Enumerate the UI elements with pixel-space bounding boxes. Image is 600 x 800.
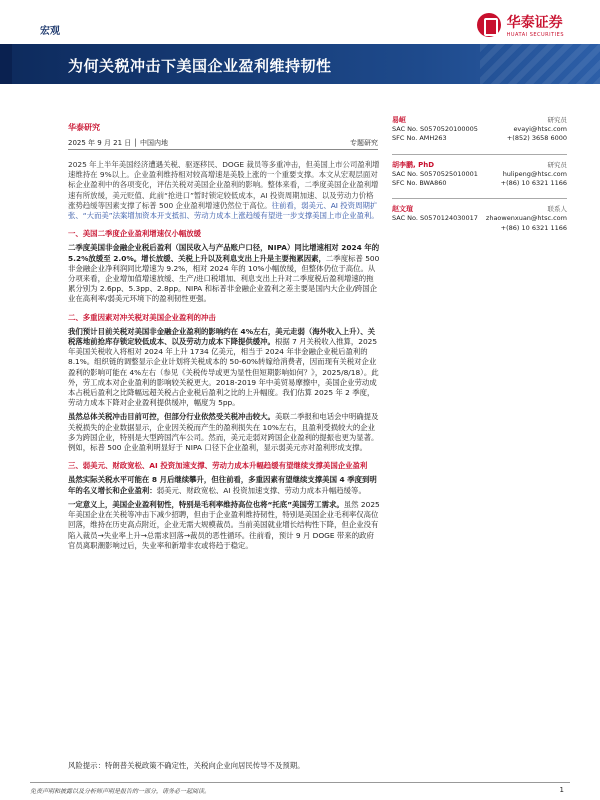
analyst-phone: +(86) 10 6321 1166 [500,223,567,232]
analyst-sac: SAC No. S0570525010001 [392,169,478,178]
paragraph [68,327,380,409]
logo-text-cn: 华泰证券 [506,15,563,31]
sidebar-divider [392,154,567,155]
analyst-email[interactable]: evayi@htsc.com [513,125,567,134]
paragraph-lead: 二季度美国非金融企业税后盈利（国民收入与产品账户口径，NIPA）同比增速相对 2024 年的 5.2%放缓至 2.0%。增长放缓、关税上升以及利息支出上升是主要拖累因素， [68,243,380,263]
meta-divider [68,149,378,150]
section-heading: 二、多重因素对冲关税对美国企业盈利的冲击 [68,312,216,322]
analyst-card [392,161,567,189]
paragraph-lead: 虽然实际关税水平可能在 8 月后继续攀升，但往前看，多重因素有望继续支撑美国 4 季度到明年的名义增长和企业盈利： [68,475,377,495]
footer-divider [30,782,570,783]
paragraph-text: 美联二季报和电话会中明确提及关税损失的企业数据显示，企业因关税而产生的盈利损失在 10%左右，且盈利受损较大的企业多为跨国企业，特别是大型跨国汽车公司。然而，美元走弱对跨国企业盈利的提振也更为显著。例如，标普 500 企业盈利明显好于 NIPA 口径下企业盈利，显示弱美元亦对盈利形成支撑。 [68,412,379,453]
analyst-role: 研究员 [547,116,567,124]
report-body [68,160,380,551]
paragraph [68,412,380,453]
paragraph-text: 二季度标普 500 非金融企业净利润同比增速为 9.2%，相对 2024 年的 10%小幅放缓，但整体仍位于高位。从分项来看，企业增加值增速放缓、生产/进口税增加、利息支出上升对二季度税后盈利增速的拖累分别为 2.6pp、5.3pp、2.8pp。NIPA 和标普非金融企业盈利之差主要是国内大企业/跨国企业在高利率/弱美元环境下的盈利韧性更强。 [68,253,380,304]
summary-highlight: 往前看，弱美元、AI 投资周期扩张、“大而美”法案增加资本开支抵扣、劳动力成本上涨趋缓有望进一步支撑美国上市企业盈利。 [68,200,379,221]
analyst-name: 胡李鹏, PhD [392,160,435,169]
huatai-logo-icon [477,13,501,37]
org-name: 华泰研究 [68,123,100,132]
report-org [68,122,100,139]
analyst-phone: +(86) 10 6321 1166 [500,179,567,188]
sidebar-divider [392,198,567,199]
report-category: 宏观 [40,26,60,37]
page-title: 为何关税冲击下美国企业盈利维持韧性 [68,57,332,75]
disclaimer-note: 免责声明和披露以及分析师声明是报告的一部分，请务必一起阅读。 [30,788,211,795]
section-heading: 三、弱美元、财政宽松、AI 投资加速支撑、劳动力成本升幅趋缓有望继续支撑美国企业盈利 [68,461,368,471]
paragraph [68,500,380,551]
analyst-phone: +(852) 3658 6000 [506,134,567,143]
date-line [68,138,378,148]
paragraph-text: 根据 7 月关税收入推算，2025 年美国关税收入将相对 2024 年上升 1734 亿美元，相当于 2024 年非金融企业税后盈利的 8.1%。组织链的调整显示企业计划将关税成本的 50-60%转嫁给消费者，因而现有关税对企业盈利的影响可能在 4%左右（参见《关税传导或更为显性但短期影响如何？》，2025/8/18）。此外，劳工成本对企业盈利的影响较关税更大。2018-2019 年中美贸易摩擦中，美国企业劳动成本占税后盈利之比降幅远超关税占企业税后盈利之比的上升幅度。我们估算 2025 年 2 季度，劳动力成本下降对企业盈利提供缓冲，幅度为 5pp。 [68,337,379,408]
analyst-email[interactable]: hulipeng@htsc.com [502,169,567,178]
paragraph-lead: 一定意义上，美国企业盈利韧性，特别是毛利率维持高位也将“托底”美国劳工需求。 [68,499,344,509]
logo-text-en: HUATAI SECURITIES [506,32,564,38]
paragraph-lead: 我们预计目前关税对美国非金融企业盈利的影响约在 4%左右，美元走弱（海外收入上升）、关税落地前抢库存锁定较低成本、以及劳动力成本下降提供缓冲。 [68,326,376,347]
analyst-card [392,116,567,144]
analyst-sidebar [392,116,567,243]
analyst-name: 易峘 [392,116,406,124]
huatai-logo [477,12,564,38]
summary [68,160,380,221]
analyst-sfc: SFC No. AMH263 [392,134,447,143]
paragraph-text: 虽然 2025 年美国企业在关税等冲击下减少招聘，但由于企业盈利维持韧性，特别是美国企业毛利率仅高位回落，维持在历史高点附近，企业无需大规模裁员。当前美国就业增长结构性下降，但企业没有陷入裁员→失业率上升→总需求回落→裁员的恶性循环。往前看，预计 9 月 DOGE 带来的政府官员离职潮影响过后，失业率和新增非农或将趋于稳定。 [68,499,380,550]
paragraph-lead: 虽然总体关税冲击目前可控，但部分行业依然受关税冲击较大。 [68,412,275,422]
paragraph [68,475,380,495]
analyst-role: 研究员 [547,160,567,169]
analyst-role: 联系人 [547,205,567,214]
report-date: 2025 年 9 月 21 日 │ 中国内地 [68,139,168,147]
section-heading: 一、美国二季度企业盈利增速仅小幅放缓 [68,229,202,239]
report-type: 专题研究 [350,139,378,147]
band-decoration [480,44,600,84]
analyst-email[interactable]: zhaowenxuan@htsc.com [485,214,567,223]
analyst-sac: SAC No. S0570124030017 [392,214,478,223]
analyst-sac: SAC No. S0570520100005 [392,125,478,134]
analyst-card [392,205,567,233]
page-number: 1 [559,786,564,794]
title-band [0,44,600,84]
summary-text: 2025 年上半年美国经济遭遇关税、驱逐移民、DOGE 裁员等多重冲击，但美国上市公司盈利增速维持在 9%以上。企业盈利维持相对较高增速是美股上涨的一个重要支撑。本文从宏观层面对标企业盈利中的各项变化，评估关税对美国企业盈利的影响。整体来看，二季度美国企业盈利增速有所放缓，美元贬值、此前“抢进口”暂时锁定较低成本，AI 投资周期加速、以及劳动力价格涨势趋缓等因素支撑了标普 500 企业盈利增速仍然位于高位。 [68,160,380,210]
analyst-sfc: SFC No. BWA860 [392,179,447,188]
paragraph [68,243,380,304]
analyst-name: 赵文瑄 [392,205,413,214]
risk-warning: 风险提示：特朗普关税政策不确定性，关税向企业向居民传导不及预期。 [68,761,305,770]
paragraph-text: 弱美元、财政宽松、AI 投资加速支撑、劳动力成本升幅趋缓等。 [156,485,366,495]
